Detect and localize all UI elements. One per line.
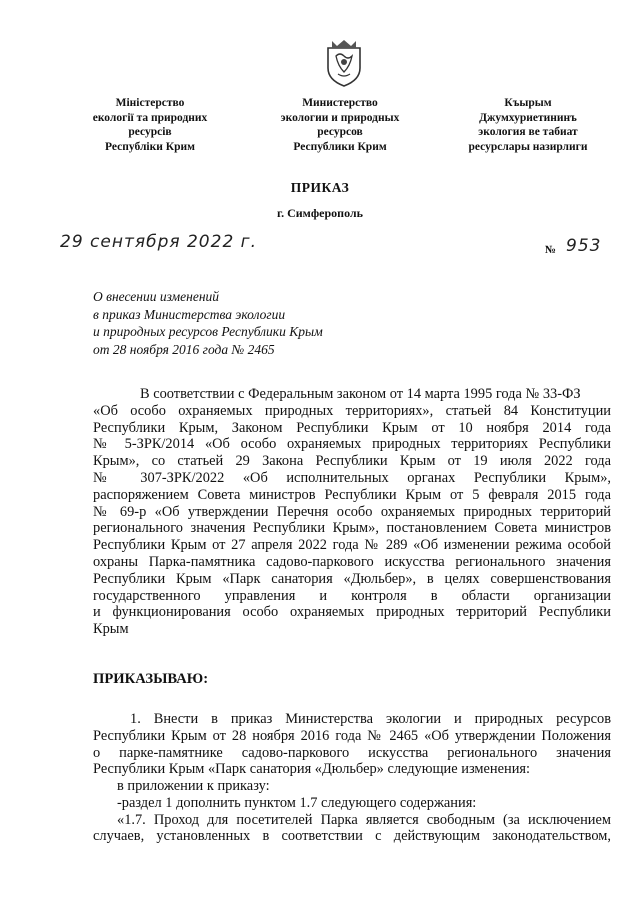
preamble-line: распоряжением Совета министров Республики Крым от 5 февраля 2015 года: [93, 486, 611, 503]
preamble-line: охраны Парка-памятника садово-паркового искусства регионального значения: [93, 553, 611, 570]
detail-line: в приложении к приказу:: [117, 778, 270, 794]
header-line: Министерство: [302, 97, 378, 109]
header-line: Джумхуриетининъ: [479, 111, 577, 124]
crimea-coat-of-arms-icon: [322, 38, 366, 88]
preamble-line: № 5-ЗРК/2014 «Об особо охраняемых природных территориях Республики: [93, 436, 611, 453]
preamble-line: Крым: [93, 621, 129, 638]
header-line: ресурслары назирлиги: [468, 140, 588, 153]
preamble-line: «Об особо охраняемых природных территориях», статьей 84 Конституции: [93, 402, 611, 419]
item-1-paragraph: [93, 711, 611, 778]
detail-line: случаев, установленных в соответствии с действующим законодательством,: [93, 828, 611, 845]
preamble-line: государственного управления и контроля в области организации: [93, 587, 611, 604]
preamble-line: Крым», со статьей 29 Закона Республики Крым от 19 июля 2022 года: [93, 453, 611, 470]
header-line: экология ве табиат: [478, 126, 578, 138]
header-line: екології та природних: [92, 111, 208, 124]
header-line: Къырым: [504, 97, 552, 109]
preamble-line: регионального значения Республики Крым», постановлением Совета министров: [93, 520, 611, 537]
header-crimean-tatar: [443, 96, 613, 154]
detail-line: «1.7. Проход для посетителей Парка является свободным (за исключением: [117, 811, 611, 828]
order-heading: ПРИКАЗЫВАЮ:: [93, 671, 209, 687]
subject-line: в приказ Министерства экологии: [93, 306, 286, 322]
subject-line: от 28 ноября 2016 года № 2465: [93, 341, 275, 357]
item-line: Республики Крым «Парк санатория «Дюльбер» следующие изменения:: [93, 761, 531, 778]
document-city: г. Симферополь: [277, 206, 363, 220]
document-type: ПРИКАЗ: [290, 180, 350, 195]
item-line: 1. Внести в приказ Министерства экологии и природных ресурсов: [130, 711, 611, 727]
header-line: Республики Крим: [293, 140, 387, 153]
preamble-line: № 69-р «Об утверждении Перечня особо охраняемых природных территорий: [93, 503, 611, 520]
preamble-line: В соответствии с Федеральным законом от 14 марта 1995 года № 33-ФЗ: [140, 386, 581, 402]
preamble-line: Республики Крым от 27 апреля 2022 года № 289 «Об изменении режима особой: [93, 537, 611, 554]
preamble-line: и функционирования особо охраняемых природных территорий Республики: [93, 604, 611, 621]
header-line: ресурсов: [317, 126, 363, 138]
detail-line: -раздел 1 дополнить пунктом 1.7 следующего содержания:: [117, 794, 477, 811]
item-line: Республики Крым от 28 ноября 2016 года № 2465 «Об утверждении Положения: [93, 727, 611, 744]
preamble-line: № 307-ЗРК/2022 «Об исполнительных органах Республики Крым»,: [93, 469, 611, 486]
subject-line: и природных ресурсов Республики Крым: [93, 324, 323, 339]
header-line: экологии и природных: [280, 111, 400, 124]
header-line: Республіки Крим: [105, 140, 195, 153]
preamble-line: Республики Крым «Парк санатория «Дюльбер», в целях совершенствования: [93, 570, 611, 587]
item-line: о парке-памятнике садово-паркового искусства регионального значения: [93, 744, 611, 761]
preamble-paragraph: [93, 386, 611, 638]
order-subject: [93, 288, 323, 358]
header-line: Міністерство: [115, 97, 185, 109]
document-date: 29 сентября 2022 г.: [60, 232, 257, 252]
preamble-line: Республики Крым, Законом Республики Крым от 10 ноября 2014 года: [93, 419, 611, 436]
header-ukrainian: [65, 96, 235, 154]
header-russian: [255, 96, 425, 154]
document-number: 953: [566, 236, 602, 256]
number-label: №: [545, 244, 557, 256]
subject-line: О внесении изменений: [93, 289, 220, 304]
item-1-details: [93, 778, 611, 845]
header-line: ресурсів: [128, 126, 172, 138]
